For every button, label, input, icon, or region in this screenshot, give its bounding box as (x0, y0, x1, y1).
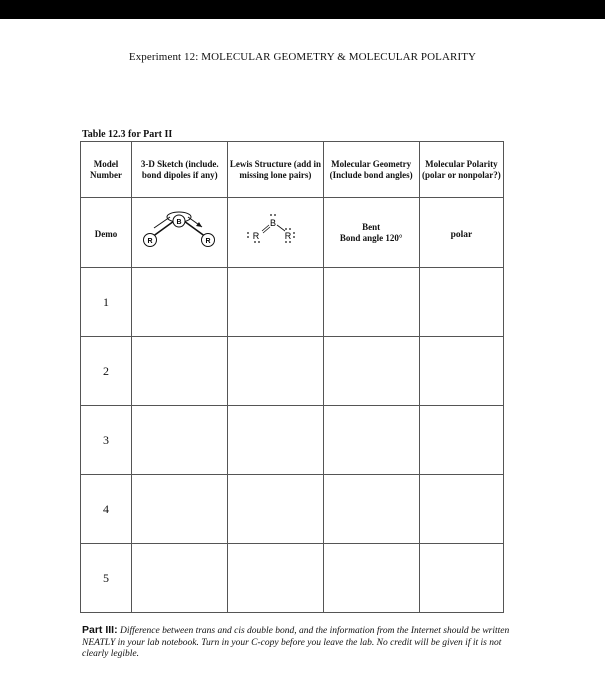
sketch-center-label: B (176, 219, 182, 226)
header-lewis-structure: Lewis Structure (add in missing lone pairs) (228, 142, 323, 198)
demo-label: Demo (94, 228, 118, 239)
header-molecular-geometry: Molecular Geometry (Include bond angles) (323, 142, 419, 198)
lewis-double-bond-a (262, 225, 269, 231)
demo-row (81, 198, 504, 268)
sketch-answer-cell[interactable] (132, 475, 228, 544)
table-row (81, 475, 504, 544)
lewis-answer-cell[interactable] (228, 475, 323, 544)
sketch-answer-cell[interactable] (132, 406, 228, 475)
row-number-cell (81, 337, 132, 406)
demo-bond-angle: Bond angle 120° (339, 232, 403, 243)
geometry-answer-cell[interactable] (323, 475, 419, 544)
lewis-dot (255, 241, 257, 243)
lewis-dot (259, 241, 261, 243)
part2-table (80, 141, 504, 613)
demo-geometry-cell (323, 198, 419, 268)
header-row (81, 142, 504, 198)
lewis-answer-cell[interactable] (228, 268, 323, 337)
lewis-dot (286, 228, 288, 230)
sketch-answer-cell[interactable] (132, 544, 228, 613)
part3-label: Part III: (82, 624, 118, 636)
sketch-left-label: R (147, 238, 153, 245)
sketch-answer-cell[interactable] (132, 337, 228, 406)
lewis-dot (290, 228, 292, 230)
table-row (81, 406, 504, 475)
demo-polarity: polar (450, 229, 473, 240)
sketch-bond-left (152, 221, 174, 237)
lewis-answer-cell[interactable] (228, 406, 323, 475)
part3-instructions (82, 625, 512, 661)
row-number: 4 (103, 502, 110, 516)
lewis-center-atom: B (270, 218, 277, 228)
lewis-left-atom: R (253, 231, 260, 241)
polarity-answer-cell[interactable] (419, 337, 503, 406)
header-molecular-polarity: Molecular Polarity (polar or nonpolar?) (419, 142, 503, 198)
demo-sketch-cell (132, 198, 228, 268)
lewis-answer-cell[interactable] (228, 544, 323, 613)
header-3d-sketch: 3-D Sketch (include. bond dipoles if any) (132, 142, 228, 198)
geometry-answer-cell[interactable] (323, 337, 419, 406)
row-number-cell (81, 406, 132, 475)
lewis-dot (248, 236, 250, 238)
demo-lewis-structure (240, 210, 310, 250)
polarity-answer-cell[interactable] (419, 268, 503, 337)
row-number-cell (81, 268, 132, 337)
lewis-dot (286, 241, 288, 243)
table-caption: Table 12.3 for Part II (82, 129, 173, 140)
lewis-dot (271, 214, 273, 216)
polarity-answer-cell[interactable] (419, 544, 503, 613)
lewis-dot (290, 241, 292, 243)
sketch-bond-right (184, 221, 206, 237)
lewis-answer-cell[interactable] (228, 337, 323, 406)
row-number: 1 (103, 295, 110, 309)
polarity-answer-cell[interactable] (419, 406, 503, 475)
polarity-answer-cell[interactable] (419, 475, 503, 544)
row-number-cell (81, 475, 132, 544)
table-row (81, 337, 504, 406)
sketch-right-label: R (205, 238, 211, 245)
demo-lewis-cell (228, 198, 323, 268)
page-title: Experiment 12: MOLECULAR GEOMETRY & MOLECULAR POLARITY (128, 51, 477, 63)
lewis-dot (294, 232, 296, 234)
lewis-double-bond-b (263, 227, 270, 233)
header-model-number: Model Number (81, 142, 132, 198)
geometry-answer-cell[interactable] (323, 544, 419, 613)
row-number: 2 (103, 364, 110, 378)
demo-polarity-cell (419, 198, 503, 268)
sketch-answer-cell[interactable] (132, 268, 228, 337)
row-number: 3 (103, 433, 110, 447)
lewis-dot (294, 236, 296, 238)
geometry-answer-cell[interactable] (323, 406, 419, 475)
table-row (81, 268, 504, 337)
part3-text: Difference between trans and cis double bond, and the information from the Internet should be written NEATLY in your lab notebook. Turn in your C-copy before you leave the lab. No credit will be given if it is not clearly legible. (82, 626, 510, 659)
demo-3d-sketch (140, 207, 220, 253)
lewis-dot (248, 232, 250, 234)
table-row (81, 544, 504, 613)
row-number: 5 (103, 571, 110, 585)
row-number-cell (81, 544, 132, 613)
geometry-answer-cell[interactable] (323, 268, 419, 337)
lewis-dot (275, 214, 277, 216)
lewis-right-atom: R (285, 231, 292, 241)
demo-label-cell (81, 198, 132, 268)
worksheet-page (0, 19, 605, 700)
demo-geometry-name: Bent (362, 221, 381, 232)
